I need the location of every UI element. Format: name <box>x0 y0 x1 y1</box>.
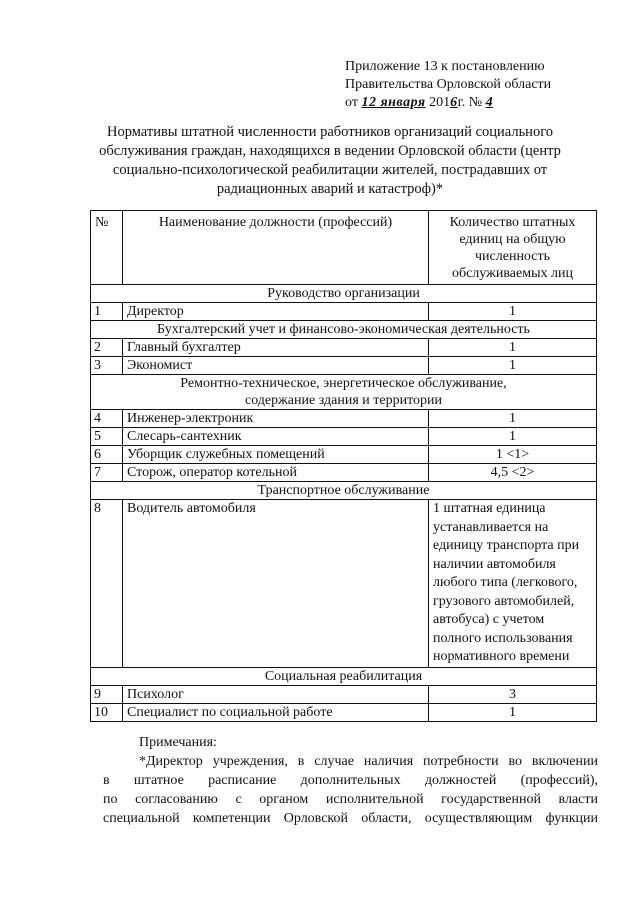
header-position: Наименование должности (профессий) <box>123 211 429 285</box>
row-position: Экономист <box>123 357 429 375</box>
row-num: 2 <box>91 339 123 357</box>
row-position: Уборщик служебных помещений <box>123 446 429 464</box>
row-count: 4,5 <2> <box>429 464 597 482</box>
row-position: Специалист по социальной работе <box>123 703 429 721</box>
row-position: Директор <box>123 303 429 321</box>
header-line-1: Приложение 13 к постановлению <box>345 59 545 74</box>
notes-heading: Примечания: <box>139 735 217 750</box>
year-suffix: г. № <box>457 95 483 110</box>
row-num: 5 <box>91 428 123 446</box>
row-position: Психолог <box>123 685 429 703</box>
row-position: Инженер-электроник <box>123 410 429 428</box>
section-title: Бухгалтерский учет и финансово-экономическая деятельность <box>91 321 597 339</box>
table-row <box>91 410 597 428</box>
notes-line: в штатное расписание дополнительных должностей (профессий), <box>103 773 598 788</box>
row-count: 1 <1> <box>429 446 597 464</box>
staffing-norms-table <box>90 210 597 722</box>
row-count: 1 <box>429 428 597 446</box>
row-position: Сторож, оператор котельной <box>123 464 429 482</box>
notes-line: *Директор учреждения, в случае наличия потребности во включении <box>139 754 598 769</box>
section-title: Ремонтно-техническое, энергетическое обслуживание, содержание здания и территории <box>91 375 597 410</box>
row-num: 10 <box>91 703 123 721</box>
table-row <box>91 703 597 721</box>
document-header <box>345 58 615 112</box>
handwritten-number: 4 <box>485 95 494 110</box>
row-num: 9 <box>91 685 123 703</box>
table-header-row <box>91 211 597 285</box>
row-count: 1 <box>429 303 597 321</box>
row-count: 1 <box>429 339 597 357</box>
section-row <box>91 375 597 410</box>
section-row <box>91 482 597 500</box>
section-title: Социальная реабилитация <box>91 667 597 685</box>
section-row <box>91 667 597 685</box>
table-row <box>91 464 597 482</box>
row-num: 4 <box>91 410 123 428</box>
handwritten-year: 6 <box>450 95 458 110</box>
row-num: 7 <box>91 464 123 482</box>
row-num: 3 <box>91 357 123 375</box>
row-count: 1 <box>429 410 597 428</box>
header-num: № <box>91 211 123 285</box>
table-row <box>91 428 597 446</box>
row-count: 1 штатная единица устанавливается на единицу транспорта при наличии автомобиля любого типа (легкового, грузового автомобилей, автобуса) с учетом полного использования нормативного времени <box>429 500 597 668</box>
table-row <box>91 339 597 357</box>
row-count: 1 <box>429 703 597 721</box>
row-position: Главный бухгалтер <box>123 339 429 357</box>
handwritten-date: 12 января <box>361 95 426 110</box>
notes-line: специальной компетенции Орловской области, осуществляющим функции <box>103 811 598 826</box>
row-position: Слесарь-сантехник <box>123 428 429 446</box>
row-num: 8 <box>91 500 123 668</box>
document-title: Нормативы штатной численности работников организаций социального обслуживания граждан, находящихся в ведении Орловской области (центр социально-психологической реабилитации жителей, пострадавших от радиационных аварий и катастроф)* <box>99 124 561 197</box>
section-title: Руководство организации <box>91 285 597 303</box>
section-title: Транспортное обслуживание <box>91 482 597 500</box>
table-row <box>91 303 597 321</box>
year-prefix: 201 <box>429 95 451 110</box>
row-count: 3 <box>429 685 597 703</box>
row-num: 1 <box>91 303 123 321</box>
row-position: Водитель автомобиля <box>123 500 429 668</box>
section-row <box>91 321 597 339</box>
table-row <box>91 446 597 464</box>
row-count: 1 <box>429 357 597 375</box>
header-date-line <box>345 94 615 112</box>
header-line-2: Правительства Орловской области <box>345 77 552 92</box>
date-prefix: от <box>345 95 358 110</box>
notes-line: по согласованию с органом исполнительной государственной власти <box>103 792 598 807</box>
table-row <box>91 500 597 668</box>
section-row <box>91 285 597 303</box>
table-row <box>91 685 597 703</box>
table-row <box>91 357 597 375</box>
header-count: Количество штатных единиц на общую численность обслуживаемых лиц <box>429 211 597 285</box>
notes-section <box>103 733 598 828</box>
row-num: 6 <box>91 446 123 464</box>
